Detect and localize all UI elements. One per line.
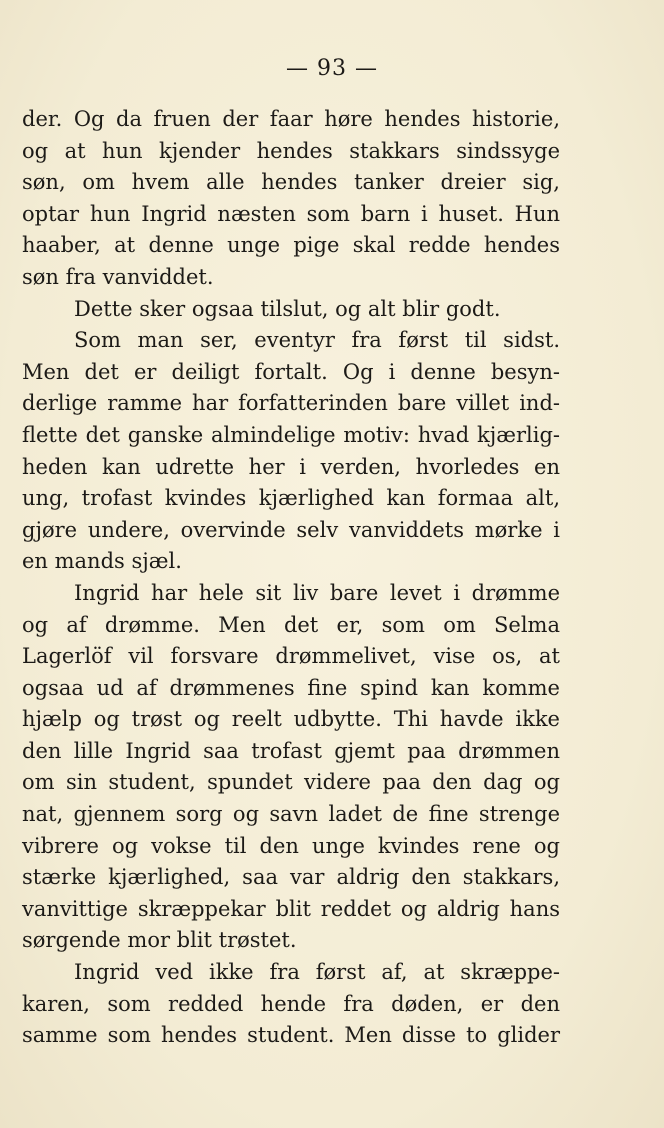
text-line: Som man ser, eventyr fra først til sidst. xyxy=(74,328,560,353)
text-line: haaber, at denne unge pige skal redde hendes xyxy=(22,233,560,258)
text-line: derlige ramme har forfatterinden bare villet ind- xyxy=(22,391,560,416)
text-line: Ingrid har hele sit liv bare levet i drømme xyxy=(74,580,560,605)
text-line: Ingrid ved ikke fra først af, at skræppe- xyxy=(74,960,560,985)
text-line: hjælp og trøst og reelt udbytte. Thi havde ikke xyxy=(22,707,560,732)
text-line: optar hun Ingrid næsten som barn i huset. Hun xyxy=(22,201,560,226)
text-line: Men det er deiligt fortalt. Og i denne besyn- xyxy=(22,359,560,384)
text-line: og at hun kjender hendes stakkars sindssyge xyxy=(22,138,560,163)
text-line: gjøre undere, overvinde selv vanviddets mørke i xyxy=(22,517,560,542)
text-line: Dette sker ogsaa tilslut, og alt blir godt. xyxy=(74,296,501,321)
text-line: og af drømme. Men det er, som om Selma xyxy=(22,612,560,637)
text-line: vibrere og vokse til den unge kvindes rene og xyxy=(22,833,560,858)
text-line: ogsaa ud af drømmenes fine spind kan komme xyxy=(22,675,560,700)
text-line: karen, som redded hende fra døden, er den xyxy=(22,991,560,1016)
text-line: flette det ganske almindelige motiv: hvad kjærlig- xyxy=(22,422,560,447)
text-line: nat, gjennem sorg og savn ladet de fine strenge xyxy=(22,802,560,827)
text-line: sørgende mor blit trøstet. xyxy=(22,928,297,953)
text-line: den lille Ingrid saa trofast gjemt paa drømmen xyxy=(22,738,560,763)
text-line: søn fra vanviddet. xyxy=(22,264,214,289)
text-line: Lagerlöf vil forsvare drømmelivet, vise os, at xyxy=(22,644,560,669)
text-line: stærke kjærlighed, saa var aldrig den stakkars, xyxy=(22,865,560,890)
text-line: samme som hendes student. Men disse to glider xyxy=(22,1023,560,1048)
text-line: ung, trofast kvindes kjærlighed kan formaa alt, xyxy=(22,486,560,511)
text-line: heden kan udrette her i verden, hvorledes en xyxy=(22,454,560,479)
text-line: vanvittige skræppekar blit reddet og aldrig hans xyxy=(22,896,560,921)
text-line: en mands sjæl. xyxy=(22,549,182,574)
text-line: der. Og da fruen der faar høre hendes historie, xyxy=(22,107,560,131)
text-line: om sin student, spundet videre paa den dag og xyxy=(22,770,560,795)
text-line: søn, om hvem alle hendes tanker dreier sig, xyxy=(22,170,560,195)
body-text xyxy=(22,104,560,1052)
page-number: — 93 — xyxy=(286,56,378,81)
